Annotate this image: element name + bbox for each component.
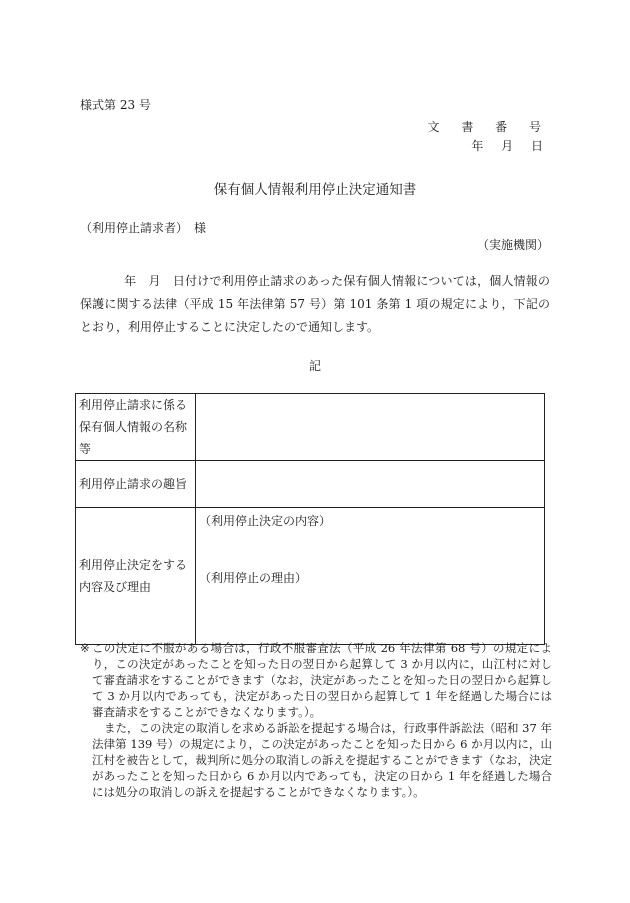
table-row	[76, 394, 545, 461]
decision-reason-label: （利用停止の理由）	[199, 571, 308, 585]
decision-content-label: （利用停止決定の内容）	[199, 514, 332, 528]
row3-value	[196, 508, 545, 645]
table-row	[76, 508, 545, 645]
row1-label: 利用停止請求に係る保有個人情報の名称等	[76, 394, 196, 461]
note-mark: ※	[80, 641, 90, 655]
document-number: 文 書 番 号	[427, 120, 550, 134]
form-number: 様式第 23 号	[80, 98, 151, 112]
row2-value	[196, 461, 545, 508]
body-text: 年 月 日付けで利用停止請求のあった保有個人情報については，個人情報の保護に関する法律（平成 15 年法律第 57 号）第 101 条第 1 項の規定により，下記のとおり，利用停止することに決定したので通知します。	[80, 274, 550, 334]
row1-value	[196, 394, 545, 461]
document-date: 年 月 日	[471, 139, 550, 153]
ki-heading: 記	[308, 359, 321, 373]
recipient: （利用停止請求者） 様	[80, 221, 207, 235]
row2-label: 利用停止請求の趣旨	[76, 461, 196, 508]
detail-table	[75, 393, 545, 645]
note-paragraph-2: また，この決定の取消しを求める訴訟を提起する場合は，行政事件訴訟法（昭和 37 年法律第 139 号）の規定により，この決定があったことを知った日から 6 か月以内に，山江村を被告として，裁判所に処分の取消しの訴えを提起することができます（なお，決定があったことを知った日から 6 か月以内であっても，決定の日から 1 年を経過した場合には処分の取消しの訴えを提起することができなくなります。）。	[92, 721, 552, 799]
note-block	[80, 640, 552, 800]
row3-label: 利用停止決定をする内容及び理由	[76, 508, 196, 645]
body-paragraph	[80, 270, 550, 339]
issuer: （実施機関）	[476, 238, 549, 252]
document-title: 保有個人情報利用停止決定通知書	[213, 182, 417, 198]
note-paragraph-1: この決定に不服がある場合は，行政不服審査法（平成 26 年法律第 68 号）の規定により，この決定があったことを知った日の翌日から起算して 3 か月以内に，山江村に対して審査請求をすることができます（なお，決定があったことを知った日の翌日から起算して 3 か月以内であっても，決定があった日の翌日から起算して 1 年を経過した場合には審査請求をすることができなくなります。）。	[92, 641, 552, 719]
table-row	[76, 461, 545, 508]
